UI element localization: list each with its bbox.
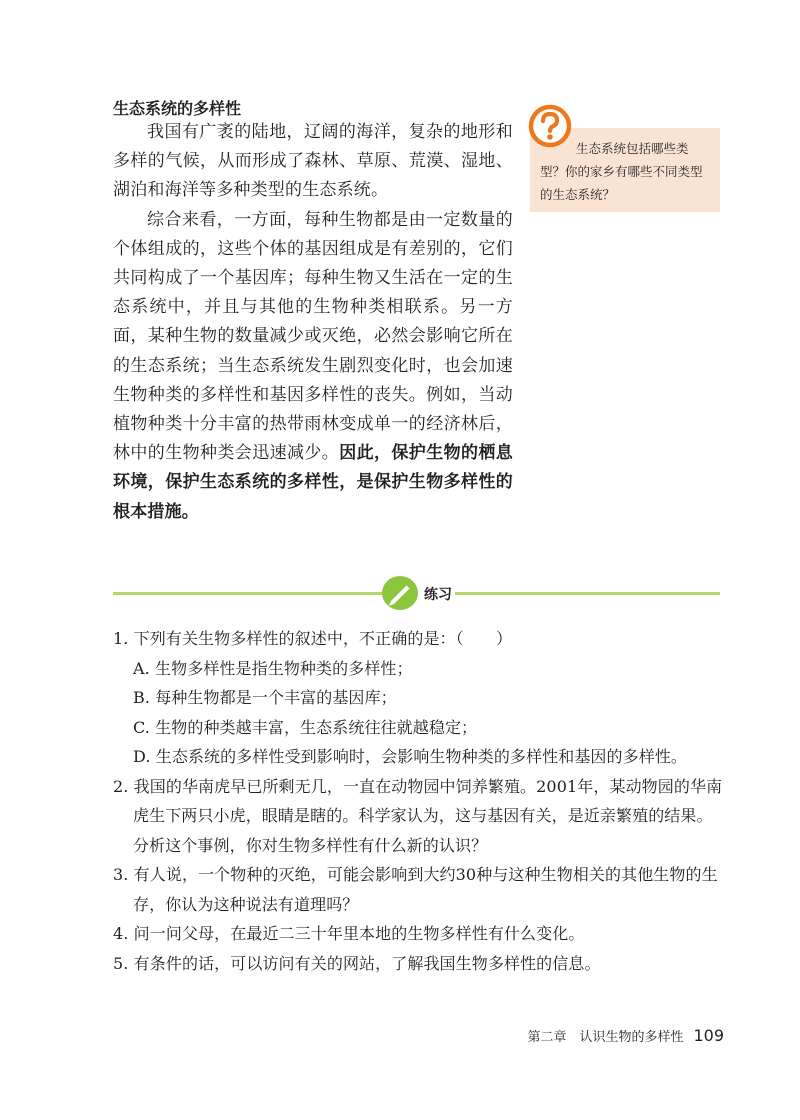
question-mark-icon — [528, 104, 572, 148]
chapter-title: 第二章 认识生物的多样性 — [527, 1030, 684, 1045]
paragraph-2-text: 综合来看，一方面，每种生物都是由一定数量的个体组成的，这些个体的基因组成是有差别的，它们共同构成了一个基因库；每种生物又生活在一定的生态系统中，并且与其他的生物种类相联系。另一方面，某种生物的数量减少或灭绝，必然会影响它所在的生态系统；当生态系统发生剧烈变化时，也会加速生物种类的多样性和基因多样性的丧失。例如，当动植物种类十分丰富的热带雨林变成单一的经济林后，林中的生物种类会迅速减少。 — [113, 209, 513, 464]
paragraph-2 — [113, 206, 513, 527]
question-2: 2. 我国的华南虎早已所剩无几，一直在动物园中饲养繁殖。2001年，某动物园的华南虎生下两只小虎，眼睛是瞎的。科学家认为，这与基因有关，是近亲繁殖的结果。分析这个事例，你对生物多样性有什么新的认识？ — [113, 776, 723, 855]
pencil-icon — [380, 574, 420, 612]
main-text — [113, 118, 513, 527]
exercise-divider-right — [455, 592, 720, 595]
section-title: 生态系统的多样性 — [113, 99, 242, 118]
page-footer — [527, 1026, 724, 1045]
exercise-title: 练习 — [424, 587, 452, 603]
exercise-list — [113, 624, 725, 978]
option-d: D. 生态系统的多样性受到影响时，会影响生物种类的多样性和基因的多样性。 — [133, 747, 688, 766]
option-b: B. 每种生物都是一个丰富的基因库； — [133, 688, 397, 707]
question-1: 1. 下列有关生物多样性的叙述中，不正确的是：（ ） — [113, 629, 513, 648]
question-3: 3. 有人说，一个物种的灭绝，可能会影响到大约30种与这种生物相关的其他生物的生存，你认为这种说法有道理吗？ — [113, 865, 718, 914]
exercise-divider-left — [113, 592, 383, 595]
question-4: 4. 问一问父母，在最近二三十年里本地的生物多样性有什么变化。 — [113, 924, 585, 943]
bold-conclusion: 因此，保护生物的栖息环境，保护生态系统的多样性，是保护生物多样性的根本措施。 — [113, 443, 513, 522]
paragraph-1: 我国有广袤的陆地，辽阔的海洋，复杂的地形和多样的气候，从而形成了森林、草原、荒漠、湿地、湖泊和海洋等多种类型的生态系统。 — [113, 122, 513, 201]
option-c: C. 生物的种类越丰富，生态系统往往就越稳定； — [133, 717, 478, 737]
page-number: 109 — [693, 1026, 724, 1045]
option-a: A. 生物多样性是指生物种类的多样性； — [133, 658, 413, 678]
think-box-question: 生态系统包括哪些类型？你的家乡有哪些不同类型的生态系统？ — [540, 141, 703, 202]
question-5: 5. 有条件的话，可以访问有关的网站，了解我国生物多样性的信息。 — [113, 953, 601, 973]
